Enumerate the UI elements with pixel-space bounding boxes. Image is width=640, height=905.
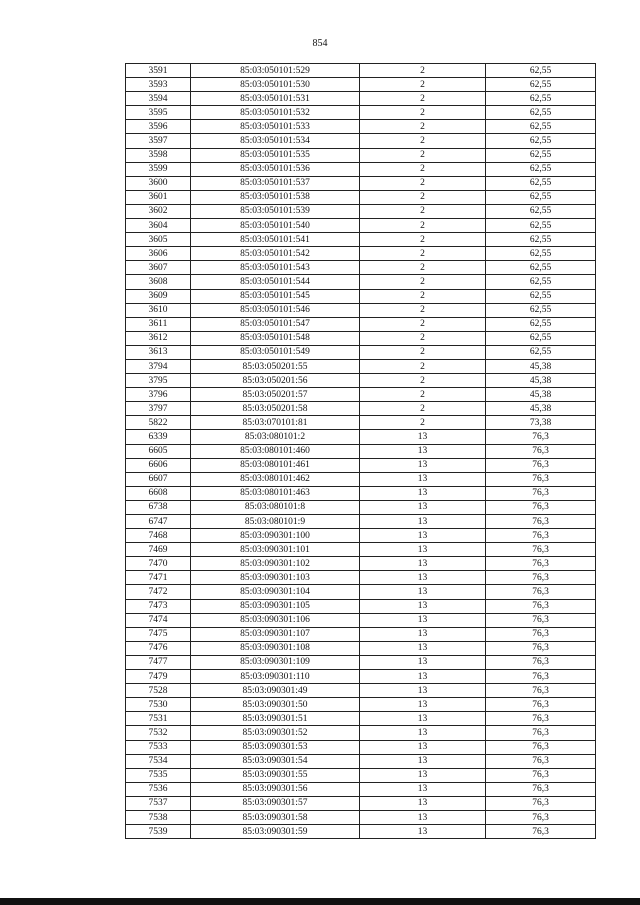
value-cell: 73,38 — [486, 416, 596, 430]
count-cell: 2 — [360, 317, 486, 331]
value-cell: 45,38 — [486, 374, 596, 388]
value-cell: 76,3 — [486, 444, 596, 458]
row-number-cell: 7475 — [126, 627, 191, 641]
count-cell: 2 — [360, 204, 486, 218]
table-row — [126, 120, 596, 134]
row-number-cell: 7469 — [126, 543, 191, 557]
count-cell: 2 — [360, 233, 486, 247]
count-cell: 13 — [360, 740, 486, 754]
row-number-cell: 3613 — [126, 345, 191, 359]
cadastral-number-cell: 85:03:090301:106 — [191, 613, 360, 627]
table-row — [126, 641, 596, 655]
value-cell: 76,3 — [486, 796, 596, 810]
row-number-cell: 7531 — [126, 712, 191, 726]
count-cell: 13 — [360, 458, 486, 472]
cadastral-number-cell: 85:03:050101:540 — [191, 219, 360, 233]
cadastral-number-cell: 85:03:050101:543 — [191, 261, 360, 275]
table-row — [126, 190, 596, 204]
table-row — [126, 529, 596, 543]
value-cell: 76,3 — [486, 782, 596, 796]
cadastral-number-cell: 85:03:050101:530 — [191, 78, 360, 92]
cadastral-number-cell: 85:03:090301:58 — [191, 810, 360, 824]
row-number-cell: 7479 — [126, 670, 191, 684]
cadastral-number-cell: 85:03:050101:536 — [191, 162, 360, 176]
table-row — [126, 416, 596, 430]
value-cell: 76,3 — [486, 472, 596, 486]
table-row — [126, 557, 596, 571]
count-cell: 13 — [360, 796, 486, 810]
row-number-cell: 3606 — [126, 247, 191, 261]
row-number-cell: 7539 — [126, 825, 191, 839]
count-cell: 2 — [360, 190, 486, 204]
row-number-cell: 3612 — [126, 331, 191, 345]
table-row — [126, 627, 596, 641]
row-number-cell: 3794 — [126, 359, 191, 373]
cadastral-number-cell: 85:03:050101:545 — [191, 289, 360, 303]
cadastral-number-cell: 85:03:080101:462 — [191, 472, 360, 486]
cadastral-number-cell: 85:03:050101:539 — [191, 204, 360, 218]
value-cell: 76,3 — [486, 599, 596, 613]
count-cell: 2 — [360, 162, 486, 176]
value-cell: 62,55 — [486, 317, 596, 331]
table-row — [126, 176, 596, 190]
value-cell: 76,3 — [486, 641, 596, 655]
cadastral-number-cell: 85:03:050101:534 — [191, 134, 360, 148]
table-row — [126, 444, 596, 458]
count-cell: 2 — [360, 247, 486, 261]
table-row — [126, 585, 596, 599]
cadastral-number-cell: 85:03:050201:57 — [191, 388, 360, 402]
row-number-cell: 3593 — [126, 78, 191, 92]
value-cell: 76,3 — [486, 529, 596, 543]
table-row — [126, 204, 596, 218]
row-number-cell: 3796 — [126, 388, 191, 402]
value-cell: 62,55 — [486, 92, 596, 106]
value-cell: 62,55 — [486, 78, 596, 92]
table-row — [126, 571, 596, 585]
value-cell: 76,3 — [486, 543, 596, 557]
value-cell: 76,3 — [486, 557, 596, 571]
cadastral-number-cell: 85:03:080101:460 — [191, 444, 360, 458]
value-cell: 62,55 — [486, 275, 596, 289]
table-row — [126, 275, 596, 289]
count-cell: 13 — [360, 599, 486, 613]
table-row — [126, 655, 596, 669]
table-row — [126, 458, 596, 472]
table-row — [126, 613, 596, 627]
count-cell: 13 — [360, 500, 486, 514]
count-cell: 2 — [360, 64, 486, 78]
cadastral-number-cell: 85:03:090301:53 — [191, 740, 360, 754]
table-row — [126, 162, 596, 176]
count-cell: 2 — [360, 120, 486, 134]
count-cell: 13 — [360, 472, 486, 486]
row-number-cell: 6605 — [126, 444, 191, 458]
count-cell: 2 — [360, 261, 486, 275]
table-row — [126, 486, 596, 500]
cadastral-number-cell: 85:03:090301:101 — [191, 543, 360, 557]
table-row — [126, 796, 596, 810]
value-cell: 76,3 — [486, 486, 596, 500]
value-cell: 76,3 — [486, 726, 596, 740]
count-cell: 2 — [360, 78, 486, 92]
cadastral-number-cell: 85:03:080101:9 — [191, 515, 360, 529]
row-number-cell: 6606 — [126, 458, 191, 472]
table-row — [126, 684, 596, 698]
count-cell: 2 — [360, 303, 486, 317]
count-cell: 13 — [360, 430, 486, 444]
count-cell: 13 — [360, 486, 486, 500]
cadastral-number-cell: 85:03:080101:463 — [191, 486, 360, 500]
count-cell: 13 — [360, 613, 486, 627]
cadastral-number-cell: 85:03:090301:59 — [191, 825, 360, 839]
value-cell: 76,3 — [486, 458, 596, 472]
count-cell: 2 — [360, 345, 486, 359]
count-cell: 2 — [360, 289, 486, 303]
value-cell: 62,55 — [486, 106, 596, 120]
value-cell: 76,3 — [486, 712, 596, 726]
row-number-cell: 3602 — [126, 204, 191, 218]
row-number-cell: 7474 — [126, 613, 191, 627]
count-cell: 13 — [360, 627, 486, 641]
count-cell: 13 — [360, 684, 486, 698]
table-row — [126, 430, 596, 444]
value-cell: 76,3 — [486, 515, 596, 529]
row-number-cell: 3597 — [126, 134, 191, 148]
table-row — [126, 782, 596, 796]
value-cell: 62,55 — [486, 289, 596, 303]
table-row — [126, 670, 596, 684]
cadastral-number-cell: 85:03:090301:54 — [191, 754, 360, 768]
row-number-cell: 7468 — [126, 529, 191, 543]
cadastral-number-cell: 85:03:090301:50 — [191, 698, 360, 712]
row-number-cell: 6339 — [126, 430, 191, 444]
value-cell: 62,55 — [486, 134, 596, 148]
count-cell: 13 — [360, 571, 486, 585]
value-cell: 76,3 — [486, 585, 596, 599]
cadastral-number-cell: 85:03:090301:49 — [191, 684, 360, 698]
cadastral-number-cell: 85:03:050101:548 — [191, 331, 360, 345]
value-cell: 76,3 — [486, 500, 596, 514]
row-number-cell: 7533 — [126, 740, 191, 754]
value-cell: 76,3 — [486, 810, 596, 824]
count-cell: 13 — [360, 782, 486, 796]
count-cell: 2 — [360, 331, 486, 345]
value-cell: 76,3 — [486, 825, 596, 839]
cadastral-number-cell: 85:03:050101:547 — [191, 317, 360, 331]
count-cell: 2 — [360, 176, 486, 190]
row-number-cell: 3609 — [126, 289, 191, 303]
value-cell: 62,55 — [486, 261, 596, 275]
cadastral-number-cell: 85:03:050101:546 — [191, 303, 360, 317]
row-number-cell: 5822 — [126, 416, 191, 430]
table-row — [126, 698, 596, 712]
cadastral-number-cell: 85:03:080101:8 — [191, 500, 360, 514]
cadastral-number-cell: 85:03:050201:58 — [191, 402, 360, 416]
value-cell: 62,55 — [486, 331, 596, 345]
count-cell: 2 — [360, 106, 486, 120]
table-row — [126, 303, 596, 317]
page-number: 854 — [312, 38, 328, 49]
row-number-cell: 3605 — [126, 233, 191, 247]
count-cell: 13 — [360, 641, 486, 655]
value-cell: 62,55 — [486, 345, 596, 359]
count-cell: 2 — [360, 275, 486, 289]
row-number-cell: 3601 — [126, 190, 191, 204]
cadastral-number-cell: 85:03:050101:535 — [191, 148, 360, 162]
cadastral-number-cell: 85:03:050101:538 — [191, 190, 360, 204]
value-cell: 62,55 — [486, 233, 596, 247]
count-cell: 2 — [360, 388, 486, 402]
value-cell: 76,3 — [486, 754, 596, 768]
count-cell: 13 — [360, 655, 486, 669]
table-row — [126, 289, 596, 303]
count-cell: 2 — [360, 92, 486, 106]
value-cell: 62,55 — [486, 120, 596, 134]
row-number-cell: 3795 — [126, 374, 191, 388]
cadastral-number-cell: 85:03:050101:542 — [191, 247, 360, 261]
cadastral-number-cell: 85:03:090301:105 — [191, 599, 360, 613]
cadastral-number-cell: 85:03:090301:56 — [191, 782, 360, 796]
cadastral-number-cell: 85:03:050101:533 — [191, 120, 360, 134]
table-row — [126, 543, 596, 557]
value-cell: 62,55 — [486, 219, 596, 233]
count-cell: 13 — [360, 557, 486, 571]
scan-edge-bar — [0, 898, 640, 905]
count-cell: 2 — [360, 148, 486, 162]
table-row — [126, 712, 596, 726]
table-row — [126, 78, 596, 92]
table-row — [126, 64, 596, 78]
count-cell: 13 — [360, 529, 486, 543]
row-number-cell: 7471 — [126, 571, 191, 585]
cadastral-number-cell: 85:03:090301:55 — [191, 768, 360, 782]
value-cell: 62,55 — [486, 64, 596, 78]
table-row — [126, 599, 596, 613]
value-cell: 62,55 — [486, 303, 596, 317]
count-cell: 13 — [360, 768, 486, 782]
value-cell: 62,55 — [486, 162, 596, 176]
cadastral-number-cell: 85:03:090301:102 — [191, 557, 360, 571]
table-row — [126, 754, 596, 768]
value-cell: 76,3 — [486, 430, 596, 444]
cadastral-number-cell: 85:03:090301:103 — [191, 571, 360, 585]
cadastral-number-cell: 85:03:090301:108 — [191, 641, 360, 655]
table-body — [126, 64, 596, 839]
table-row — [126, 317, 596, 331]
row-number-cell: 7476 — [126, 641, 191, 655]
cadastral-number-cell: 85:03:050101:531 — [191, 92, 360, 106]
count-cell: 13 — [360, 754, 486, 768]
cadastral-number-cell: 85:03:090301:57 — [191, 796, 360, 810]
row-number-cell: 6608 — [126, 486, 191, 500]
row-number-cell: 7538 — [126, 810, 191, 824]
count-cell: 13 — [360, 543, 486, 557]
count-cell: 13 — [360, 726, 486, 740]
count-cell: 13 — [360, 444, 486, 458]
count-cell: 2 — [360, 402, 486, 416]
count-cell: 13 — [360, 810, 486, 824]
cadastral-number-cell: 85:03:050101:529 — [191, 64, 360, 78]
row-number-cell: 3596 — [126, 120, 191, 134]
row-number-cell: 3604 — [126, 219, 191, 233]
row-number-cell: 6607 — [126, 472, 191, 486]
cadastral-number-cell: 85:03:090301:51 — [191, 712, 360, 726]
value-cell: 62,55 — [486, 247, 596, 261]
row-number-cell: 7535 — [126, 768, 191, 782]
cadastral-number-cell: 85:03:090301:104 — [191, 585, 360, 599]
value-cell: 76,3 — [486, 740, 596, 754]
value-cell: 62,55 — [486, 204, 596, 218]
count-cell: 13 — [360, 515, 486, 529]
row-number-cell: 3607 — [126, 261, 191, 275]
table-row — [126, 726, 596, 740]
table-row — [126, 106, 596, 120]
table-row — [126, 148, 596, 162]
row-number-cell: 3797 — [126, 402, 191, 416]
cadastral-number-cell: 85:03:090301:107 — [191, 627, 360, 641]
count-cell: 13 — [360, 670, 486, 684]
row-number-cell: 7534 — [126, 754, 191, 768]
table-row — [126, 768, 596, 782]
row-number-cell: 3600 — [126, 176, 191, 190]
row-number-cell: 3594 — [126, 92, 191, 106]
cadastral-number-cell: 85:03:080101:461 — [191, 458, 360, 472]
cadastral-number-cell: 85:03:090301:100 — [191, 529, 360, 543]
row-number-cell: 6747 — [126, 515, 191, 529]
value-cell: 76,3 — [486, 698, 596, 712]
value-cell: 76,3 — [486, 613, 596, 627]
cadastral-number-cell: 85:03:050101:541 — [191, 233, 360, 247]
row-number-cell: 3610 — [126, 303, 191, 317]
row-number-cell: 7536 — [126, 782, 191, 796]
table-row — [126, 219, 596, 233]
cadastral-number-cell: 85:03:090301:110 — [191, 670, 360, 684]
count-cell: 2 — [360, 359, 486, 373]
cadastral-number-cell: 85:03:090301:109 — [191, 655, 360, 669]
table-row — [126, 331, 596, 345]
cadastral-number-cell: 85:03:050101:544 — [191, 275, 360, 289]
cadastral-number-cell: 85:03:050201:55 — [191, 359, 360, 373]
cadastral-number-cell: 85:03:080101:2 — [191, 430, 360, 444]
row-number-cell: 7537 — [126, 796, 191, 810]
cadastral-number-cell: 85:03:050101:532 — [191, 106, 360, 120]
table-row — [126, 740, 596, 754]
table-row — [126, 134, 596, 148]
count-cell: 2 — [360, 416, 486, 430]
row-number-cell: 7470 — [126, 557, 191, 571]
value-cell: 45,38 — [486, 402, 596, 416]
row-number-cell: 7473 — [126, 599, 191, 613]
row-number-cell: 3599 — [126, 162, 191, 176]
row-number-cell: 7477 — [126, 655, 191, 669]
value-cell: 45,38 — [486, 359, 596, 373]
table-row — [126, 472, 596, 486]
table-row — [126, 247, 596, 261]
table-row — [126, 515, 596, 529]
value-cell: 76,3 — [486, 684, 596, 698]
table-row — [126, 233, 596, 247]
row-number-cell: 3611 — [126, 317, 191, 331]
count-cell: 2 — [360, 219, 486, 233]
table-row — [126, 388, 596, 402]
table-row — [126, 810, 596, 824]
row-number-cell: 7472 — [126, 585, 191, 599]
value-cell: 62,55 — [486, 190, 596, 204]
row-number-cell: 7528 — [126, 684, 191, 698]
row-number-cell: 3591 — [126, 64, 191, 78]
value-cell: 62,55 — [486, 148, 596, 162]
count-cell: 13 — [360, 712, 486, 726]
row-number-cell: 3598 — [126, 148, 191, 162]
value-cell: 76,3 — [486, 571, 596, 585]
row-number-cell: 7530 — [126, 698, 191, 712]
cadastral-number-cell: 85:03:050101:537 — [191, 176, 360, 190]
value-cell: 76,3 — [486, 627, 596, 641]
table-row — [126, 359, 596, 373]
row-number-cell: 3608 — [126, 275, 191, 289]
table-row — [126, 825, 596, 839]
value-cell: 76,3 — [486, 768, 596, 782]
cadastral-number-cell: 85:03:050201:56 — [191, 374, 360, 388]
table-row — [126, 261, 596, 275]
value-cell: 62,55 — [486, 176, 596, 190]
cadastral-number-cell: 85:03:070101:81 — [191, 416, 360, 430]
count-cell: 13 — [360, 585, 486, 599]
row-number-cell: 6738 — [126, 500, 191, 514]
count-cell: 13 — [360, 698, 486, 712]
value-cell: 76,3 — [486, 670, 596, 684]
table-row — [126, 374, 596, 388]
value-cell: 45,38 — [486, 388, 596, 402]
count-cell: 2 — [360, 134, 486, 148]
value-cell: 76,3 — [486, 655, 596, 669]
count-cell: 2 — [360, 374, 486, 388]
cadastral-number-cell: 85:03:050101:549 — [191, 345, 360, 359]
data-table — [125, 63, 596, 839]
table-row — [126, 345, 596, 359]
table-row — [126, 500, 596, 514]
count-cell: 13 — [360, 825, 486, 839]
row-number-cell: 7532 — [126, 726, 191, 740]
cadastral-number-cell: 85:03:090301:52 — [191, 726, 360, 740]
table-row — [126, 92, 596, 106]
table-row — [126, 402, 596, 416]
row-number-cell: 3595 — [126, 106, 191, 120]
